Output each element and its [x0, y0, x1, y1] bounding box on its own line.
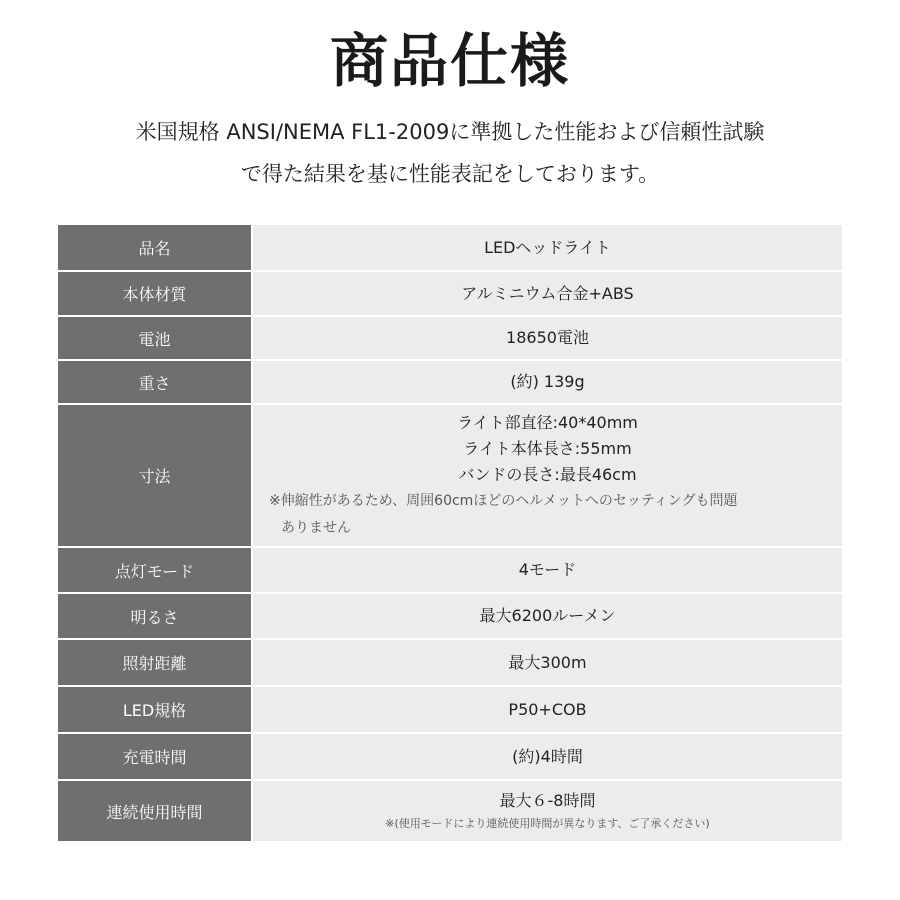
- spec-value-text: アルミニウム合金+ABS: [461, 283, 634, 303]
- dimension-note-line-1: ※伸縮性があるため、周囲60cmほどのヘルメットへのセッティングも問題: [269, 492, 738, 509]
- spec-value: [253, 225, 842, 270]
- spec-value-text: (約) 139g: [510, 372, 585, 391]
- spec-value: [253, 317, 842, 359]
- dimension-band-length: バンドの長さ:最長46cm: [458, 464, 637, 484]
- spec-label: 点灯モード: [58, 548, 251, 592]
- spec-table: [58, 225, 842, 841]
- page-title: 商品仕様: [329, 27, 570, 95]
- spec-label: 品名: [58, 225, 251, 270]
- spec-label: 充電時間: [58, 734, 251, 779]
- spec-value: [253, 640, 842, 685]
- spec-label: 寸法: [58, 405, 251, 546]
- subtitle-line-2: で得た結果を基に性能表記をしております。: [240, 162, 660, 186]
- spec-value: [253, 781, 842, 841]
- dimension-diameter: ライト部直径:40*40mm: [457, 412, 638, 432]
- spec-value-text: LEDヘッドライト: [484, 237, 611, 257]
- spec-value-text: 最大6200ルーメン: [479, 606, 616, 625]
- spec-label: 本体材質: [58, 272, 251, 315]
- runtime-note: ※(使用モードにより連続使用時間が異なります、ご了承ください): [385, 817, 710, 830]
- spec-row-lighting-modes: [58, 548, 842, 592]
- spec-value: [253, 734, 842, 779]
- spec-row-beam-distance: [58, 640, 842, 685]
- spec-row-dimensions: [58, 405, 842, 546]
- spec-label: LED規格: [58, 687, 251, 732]
- spec-label: 明るさ: [58, 594, 251, 638]
- spec-label: 照射距離: [58, 640, 251, 685]
- spec-row-battery: [58, 317, 842, 359]
- spec-row-product-name: [58, 225, 842, 270]
- spec-row-brightness: [58, 594, 842, 638]
- spec-label: 重さ: [58, 361, 251, 403]
- spec-value-text: (約)4時間: [512, 746, 583, 766]
- spec-value: [253, 405, 842, 546]
- dimension-body-length: ライト本体長さ:55mm: [463, 438, 632, 458]
- spec-value: [253, 272, 842, 315]
- spec-value-text: 最大６-8時間: [499, 791, 596, 810]
- spec-row-body-material: [58, 272, 842, 315]
- dimension-note-line-2: ありません: [281, 519, 351, 536]
- spec-value-text: 4モード: [518, 560, 577, 579]
- spec-value: [253, 548, 842, 592]
- spec-value-text: 最大300m: [508, 652, 587, 672]
- spec-value-text: P50+COB: [508, 699, 587, 719]
- dimension-note: [253, 488, 842, 542]
- spec-row-weight: [58, 361, 842, 403]
- spec-value: [253, 361, 842, 403]
- subtitle-line-1: 米国規格 ANSI/NEMA FL1-2009に準拠した性能および信頼性試験: [135, 120, 765, 144]
- spec-value: [253, 594, 842, 638]
- spec-row-runtime: [58, 781, 842, 841]
- spec-label: 連続使用時間: [58, 781, 251, 841]
- spec-label: 電池: [58, 317, 251, 359]
- spec-row-led-spec: [58, 687, 842, 732]
- spec-value-text: 18650電池: [506, 328, 589, 347]
- spec-value: [253, 687, 842, 732]
- spec-row-charge-time: [58, 734, 842, 779]
